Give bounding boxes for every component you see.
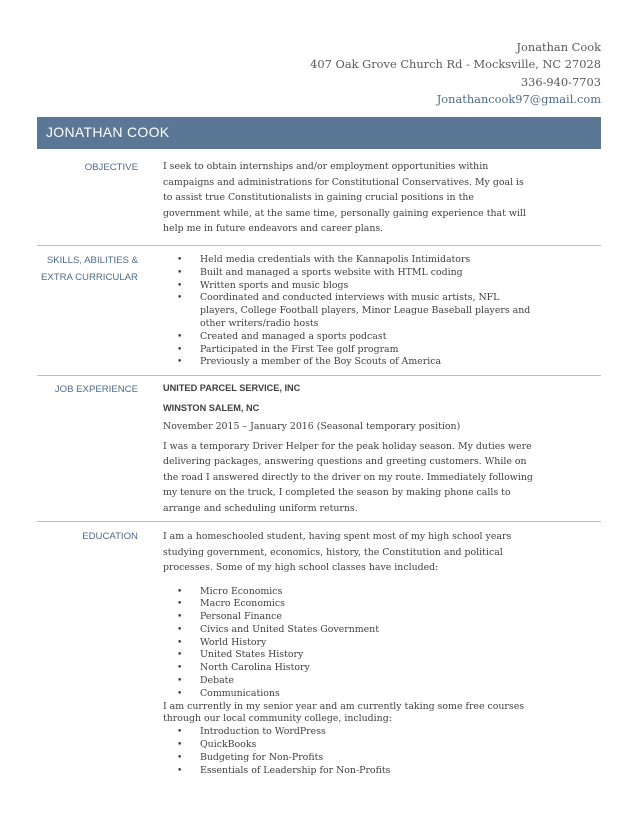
list-item: • Built and managed a sports website with HTML coding [163,267,533,280]
education-intro: I am a homeschooled student, having spent most of my high school years studying government, economics, history, the Constitution and political processes. Some of my high school classes have included: [163,531,512,573]
list-item: • Previously a member of the Boy Scouts of America [163,356,533,369]
skills-list [163,254,533,369]
classes-list [163,586,533,701]
contact-phone: 336-940-7703 [520,74,601,89]
contact-address: 407 Oak Grove Church Rd - Mocksville, NC 27028 [310,57,601,72]
name-banner [37,117,601,149]
experience-label: JOB EXPERIENCE [54,384,138,395]
list-item: • Participated in the First Tee golf program [163,344,533,357]
experience-description: I was a temporary Driver Helper for the peak holiday season. My duties were delivering packages, answering questions and greeting customers. While on the road I answered directly to the driver on my route. Immediately following my tenure on the truck, I completed the season by making phone calls to arrange and scheduling uniform returns. [163,440,533,514]
section-divider [37,245,601,246]
list-item: • Introduction to WordPress [163,726,533,739]
experience-location: WINSTON SALEM, NC [163,402,260,413]
contact-block [310,39,601,109]
list-item: • Budgeting for Non-Profits [163,752,533,765]
list-item: • Communications [163,688,533,701]
experience-section [163,381,533,516]
skills-label-line1: SKILLS, ABILITIES & [46,255,138,266]
list-item: • Civics and United States Government [163,624,533,637]
list-item: • Created and managed a sports podcast [163,331,533,344]
list-item: • Coordinated and conducted interviews with music artists, NFL players, College Football players, Minor League Baseball players and other writers/radio hosts [163,292,533,330]
list-item: • Essentials of Leadership for Non-Profits [163,765,533,778]
list-item: • Macro Economics [163,598,533,611]
list-item: • Held media credentials with the Kannapolis Intimidators [163,254,533,267]
education-label: EDUCATION [82,531,138,542]
list-item: • United States History [163,649,533,662]
list-item: • QuickBooks [163,739,533,752]
education-senior-text: I am currently in my senior year and am currently taking some free courses through our local community college, including: [163,700,525,725]
section-divider [37,521,601,522]
objective-text: I seek to obtain internships and/or employment opportunities within campaigns and administrations for Constitutional Conservatives. My goal is to assist true Constitutionalists in gaining crucial positions in the government while, at the same time, personally gaining experience that will help me in future endeavors and career plans. [163,161,526,234]
education-section [163,529,533,777]
courses-list [163,726,533,777]
skills-label-line2: EXTRA CURRICULAR [40,272,138,283]
experience-company: UNITED PARCEL SERVICE, INC [163,383,301,393]
list-item: • Personal Finance [163,611,533,624]
list-item: • Written sports and music blogs [163,280,533,293]
objective-label: OBJECTIVE [84,162,138,173]
list-item: • Micro Economics [163,586,533,599]
banner-name: JONATHAN COOK [46,124,170,140]
skills-section [163,254,533,369]
list-item: • World History [163,637,533,650]
experience-dates: November 2015 – January 2016 (Seasonal temporary position) [163,421,461,432]
contact-email[interactable]: Jonathancook97@gmail.com [436,92,601,107]
list-item: • Debate [163,675,533,688]
section-divider [37,375,601,376]
contact-name: Jonathan Cook [516,40,601,54]
skills-label [41,252,138,286]
list-item: • North Carolina History [163,662,533,675]
